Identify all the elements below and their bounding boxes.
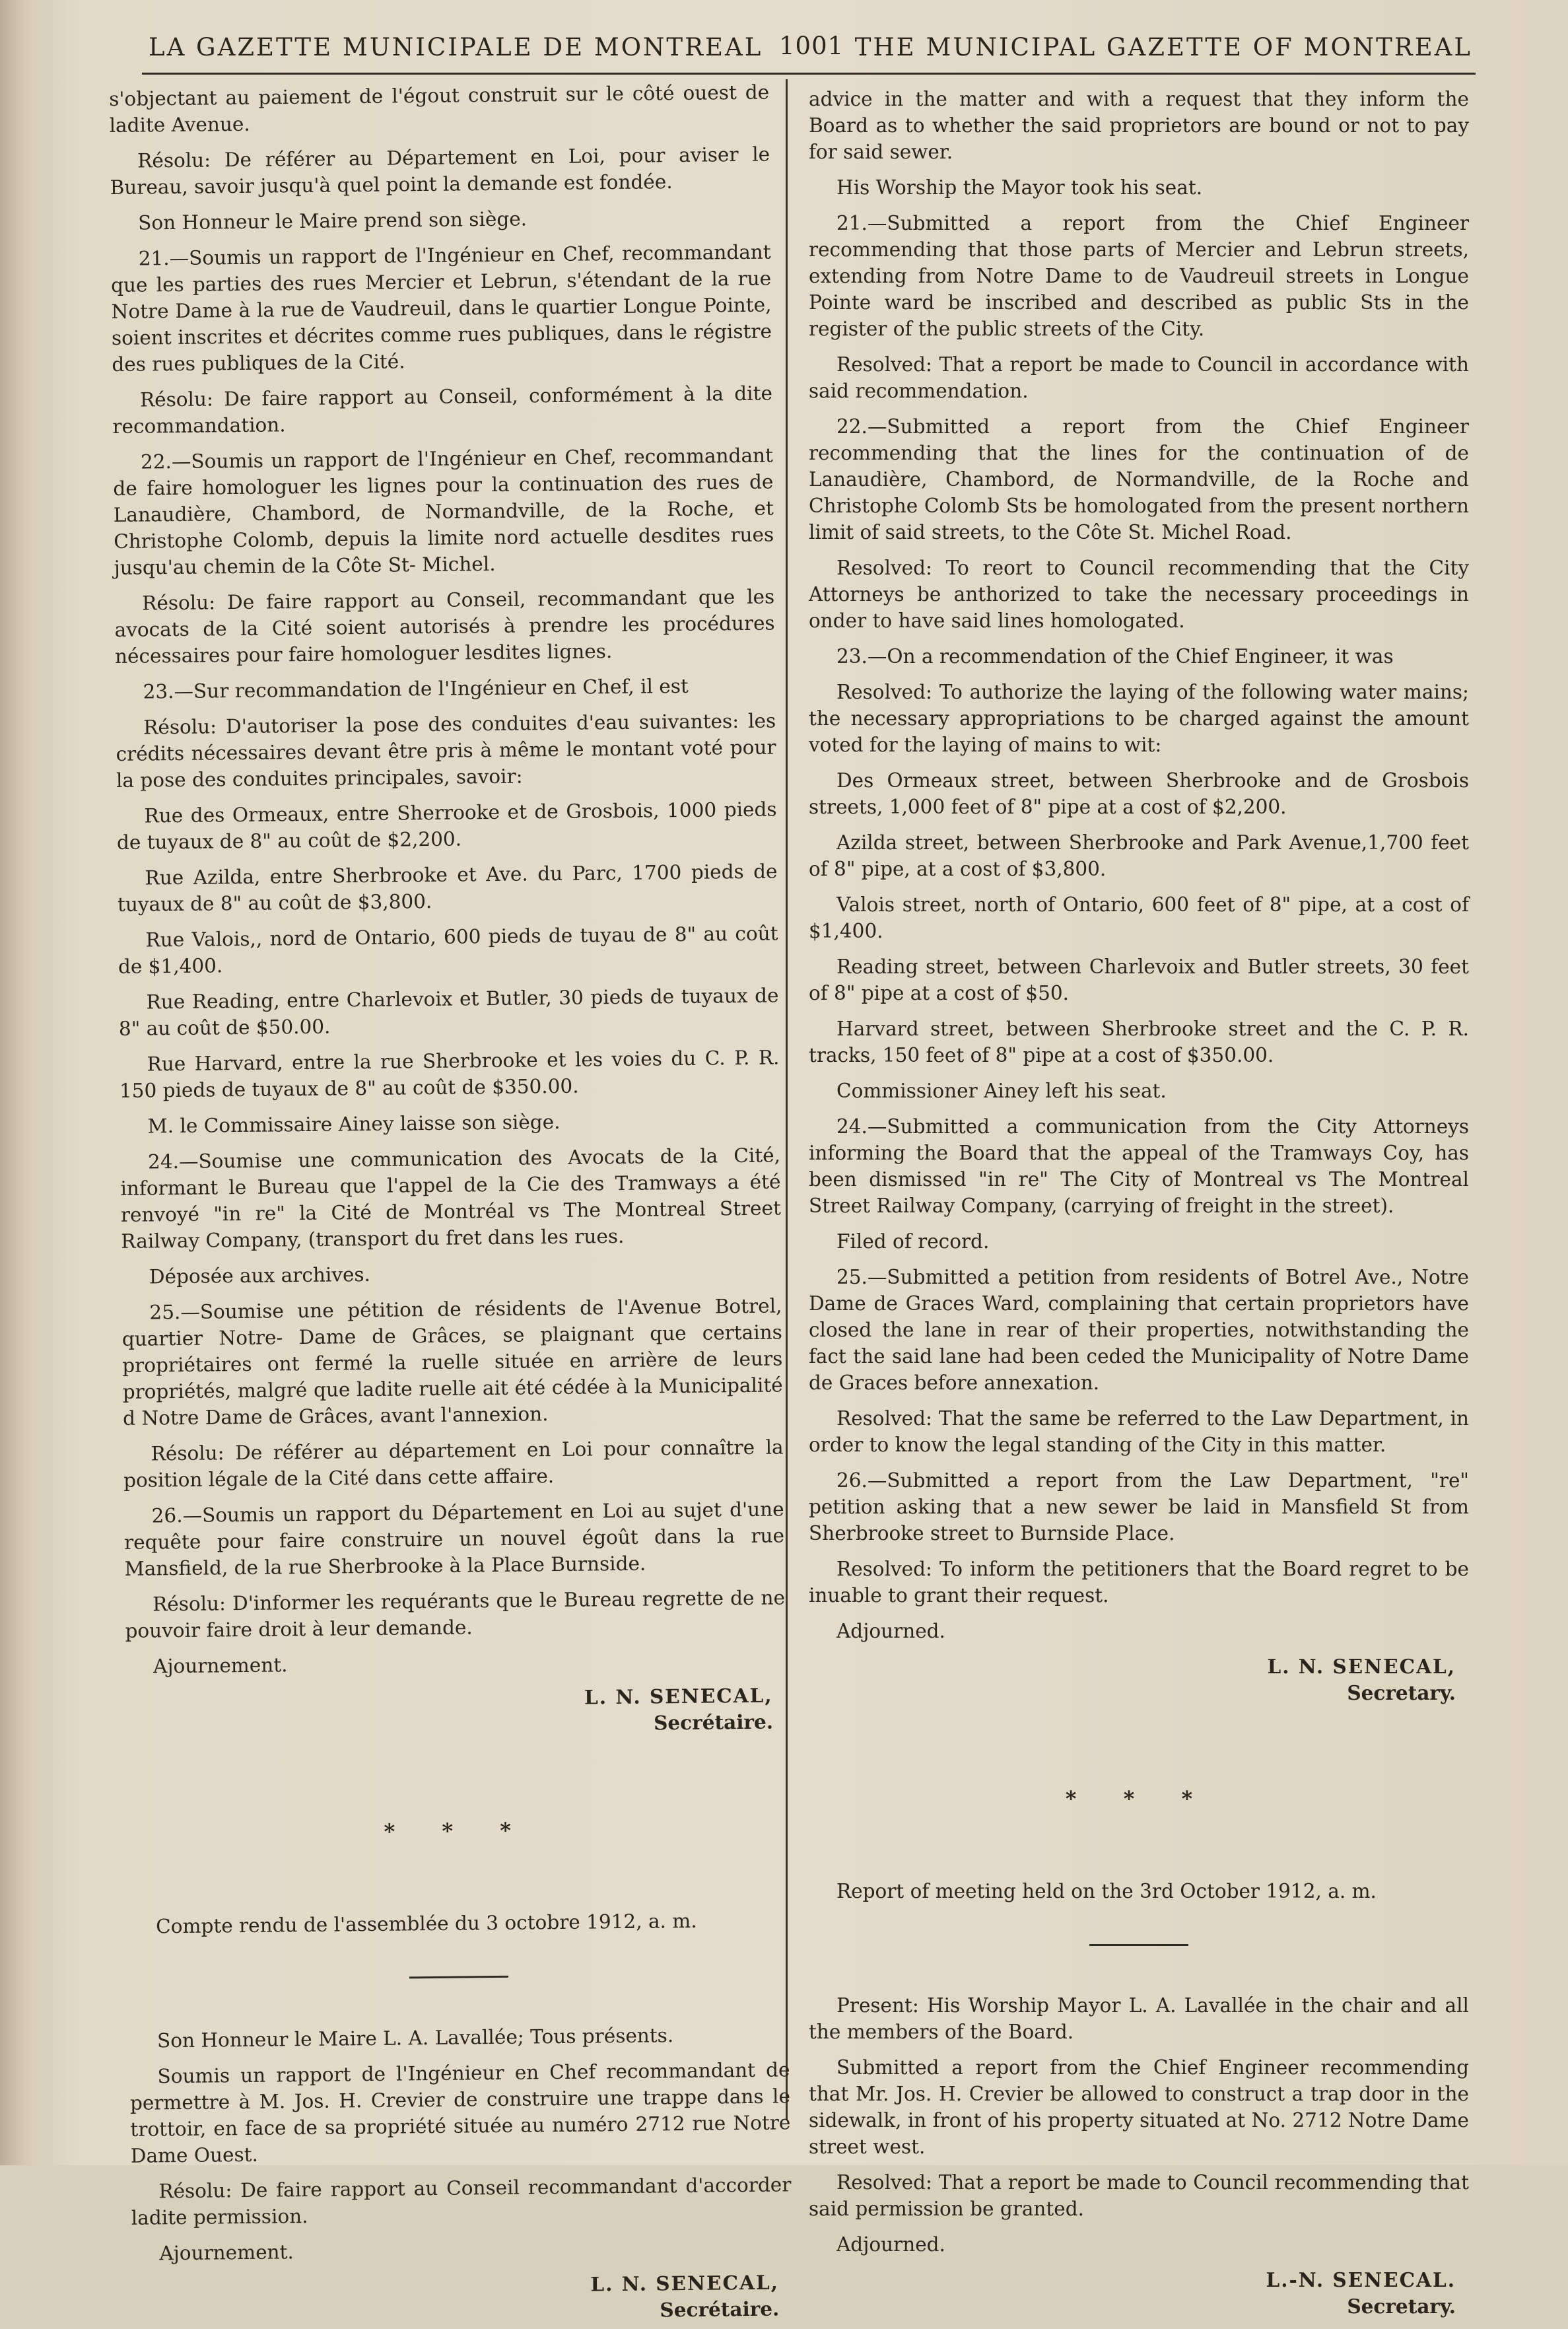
paragraph: 21.—Soumis un rapport de l'Ingénieur en Chef, recommandant que les parties des rues Mercier et Lebrun, s'étendant de la rue Notre Dame à la rue de Vaudreuil, dans le quartier Longue Pointe, soient inscrites et décrites comme rues publiques, dans le régistre des rues publiques de la Cité. [110,240,772,376]
signature-role: Secretary. [1347,2295,1456,2318]
paragraph: Resolved: To inform the petitioners that the Board regret to be inuable to grant their request. [809,1558,1469,1607]
paragraph: 25.—Submitted a petition from residents of Botrel Ave., Notre Dame de Graces Ward, complaining that certain proprietors have closed the lane in rear of their properties, notwithstanding the fact the said lane had been ceded the Municipality of Notre Dame de Graces before annexation. [809,1266,1469,1394]
paragraph: Present: His Worship Mayor L. A. Lavallée in the chair and all the members of the Board. [809,1994,1469,2043]
paragraph: 25.—Soumise une pétition de résidents de l'Avenue Botrel, quartier Notre- Dame de Grâces, se plaignant que certains propriétaires ont fermé la ruelle située en arrière de leurs propriétés, malgré que ladite ruelle ait été cédée à la Municipalité d Notre Dame de Grâces, avant l'annexion. [121,1294,783,1430]
page-number: 1001 [779,32,844,60]
paragraph: s'objectant au paiement de l'égout construit sur le côté ouest de ladite Avenue. [109,81,770,137]
french-column [109,79,793,2329]
signature-role: Secrétaire. [660,2297,780,2322]
paragraph: Rue Reading, entre Charlevoix et Butler, 30 pieds de tuyaux de 8" au coût de $50.00. [118,984,779,1040]
signature: L. N. SENECAL, [590,2270,780,2296]
paragraph: 22.—Submitted a report from the Chief Engineer recommending that the lines for the continuation of de Lanaudière, Chambord, de Normandville, de la Roche and Christophe Colomb Sts be homologated from the present northern limit of said streets, to the Côte St. Michel Road. [809,415,1469,543]
paragraph: Resolved: That a report be made to Council recommending that said permission be granted. [809,2171,1469,2220]
paragraph: His Worship the Mayor took his seat. [836,176,1203,199]
paragraph: Son Honneur le Maire L. A. Lavallée; Tous présents. [156,2024,674,2052]
paragraph: Résolu: De faire rapport au Conseil recommandant d'accorder ladite permission. [131,2173,792,2229]
section-separator: * * * [384,1817,531,1844]
paragraph: Harvard street, between Sherbrooke street and the C. P. R. tracks, 150 feet of 8" pipe at a cost of $350.00. [809,1018,1469,1066]
paragraph: Valois street, north of Ontario, 600 feet of 8" pipe, at a cost of $1,400. [809,893,1469,942]
paragraph: Résolu: D'autoriser la pose des conduites d'eau suivantes: les crédits nécessaires devant être pris à même le montant voté pour la pose des conduites principales, savoir: [116,709,776,792]
paragraph: Des Ormeaux street, between Sherbrooke and de Grosbois streets, 1,000 feet of 8" pipe at a cost of $2,200. [809,769,1469,818]
paragraph: Rue des Ormeaux, entre Sherrooke et de Grosbois, 1000 pieds de tuyaux de 8" au coût de $2,200. [116,798,777,854]
paragraph: advice in the matter and with a request that they inform the Board as to whether the said proprietors are bound or not to pay for said sewer. [809,88,1469,163]
signature-role: Secrétaire. [653,1710,774,1735]
paragraph: Commissioner Ainey left his seat. [836,1080,1167,1102]
paragraph: 24.—Soumise une communication des Avocats de la Cité, informant le Bureau que l'appel de la Cie des Tramways a été renvoyé "in re" la Cité de Montréal vs The Montreal Street Railway Company, (transport du fret dans les rues. [120,1144,782,1253]
header-english-title: THE MUNICIPAL GAZETTE OF MONTREAL [854,33,1472,61]
paragraph: Résolu: De référer au Département en Loi, pour aviser le Bureau, savoir jusqu'à quel point la demande est fondée. [110,143,770,199]
short-rule [409,1976,508,1979]
paragraph: 26.—Submitted a report from the Law Department, "re" petition asking that a new sewer be laid in Mansfield St from Sherbrooke street to Burnside Place. [809,1469,1469,1545]
signature: L. N. SENECAL, [1267,1655,1456,1678]
signature: L.-N. SENECAL. [1266,2268,1456,2291]
paragraph: 22.—Soumis un rapport de l'Ingénieur en Chef, recommandant de faire homologuer les lignes pour la continuation des rues de Lanaudière, Chambord, de Normandville, de la Roche, et Christophe Colomb, depuis la limite nord actuelle desdites rues jusqu'au chemin de la Côte St- Michel. [113,444,774,579]
paragraph: 23.—On a recommendation of the Chief Engineer, it was [836,645,1394,668]
signature-role: Secretary. [1347,1681,1456,1704]
paragraph: 23.—Sur recommandation de l'Ingénieur en Chef, il est [143,674,689,703]
paragraph: Adjourned. [836,1620,945,1642]
short-rule [1089,1944,1188,1946]
paragraph: Rue Harvard, entre la rue Sherbrooke et les voies du C. P. R. 150 pieds de tuyaux de 8" au coût de $350.00. [119,1046,780,1102]
paragraph: Soumis un rapport de l'Ingénieur en Chef recommandant de permettre à M. Jos. H. Crevier de construire une trappe dans le trottoir, en face de sa propriété située au numéro 2712 rue Notre Dame Ouest. [129,2058,791,2167]
paragraph: Resolved: To authorize the laying of the following water mains; the necessary appropriations to be charged against the amount voted for the laying of mains to wit: [809,681,1469,756]
paragraph: 24.—Submitted a communication from the City Attorneys informing the Board that the appeal of the Tramways Coy, has been dismissed "in re" The City of Montreal vs The Montreal Street Railway Company, (carrying of freight in the street). [809,1115,1469,1217]
section-separator: * * * [1065,1786,1213,1811]
paragraph: Son Honneur le Maire prend son siège. [137,207,528,234]
paragraph: Azilda street, between Sherbrooke and Park Avenue,1,700 feet of 8" pipe, at a cost of $3,800. [809,831,1469,880]
meeting-title: Compte rendu de l'assemblée du 3 octobre 1912, a. m. [156,1909,697,1938]
paragraph: Déposée aux archives. [149,1263,371,1288]
paragraph: M. le Commissaire Ainey laisse son siège. [147,1110,561,1138]
paragraph: Résolu: D'informer les requérants que le Bureau regrette de ne pouvoir faire droit à leur demande. [125,1586,786,1642]
paragraph: Reading street, between Charlevoix and Butler streets, 30 feet of 8" pipe at a cost of $50. [809,956,1469,1004]
paragraph: Resolved: That the same be referred to the Law Department, in order to know the legal standing of the City in this matter. [809,1407,1469,1456]
paragraph: Rue Azilda, entre Sherbrooke et Ave. du Parc, 1700 pieds de tuyaux de 8" au coût de $3,800. [117,860,778,916]
paragraph: 21.—Submitted a report from the Chief Engineer recommending that those parts of Mercier and Lebrun streets, extending from Notre Dame to de Vaudreuil streets in Longue Pointe ward be inscribed and described as public Sts in the register of the public streets of the City. [809,212,1469,340]
english-column [809,86,1469,2320]
paragraph: Résolu: De référer au département en Loi pour connaître la position légale de la Cité dans cette affaire. [123,1436,784,1492]
paragraph: 26.—Soumis un rapport du Département en Loi au sujet d'une requête pour faire construire un nouvel égoût dans la rue Mansfield, de la rue Sherbrooke à la Place Burnside. [123,1498,785,1580]
paragraph: Resolved: That a report be made to Council in accordance with said recommendation. [809,353,1469,402]
paragraph: Ajournement. [159,2241,294,2265]
header-french-title: LA GAZETTE MUNICIPALE DE MONTREAL [149,33,763,61]
paragraph: Resolved: To reort to Council recommending that the City Attorneys be anthorized to take the necessary proceedings in onder to have said lines homologated. [809,557,1469,632]
paragraph: Rue Valois,, nord de Ontario, 600 pieds de tuyau de 8" au coût de $1,400. [118,922,778,978]
page-header [142,26,1476,75]
paragraph: Ajournement. [153,1653,288,1678]
signature: L. N. SENECAL, [584,1683,773,1709]
meeting-title: Report of meeting held on the 3rd October 1912, a. m. [836,1880,1377,1902]
paragraph: Adjourned. [836,2233,945,2256]
paragraph: Submitted a report from the Chief Engineer recommending that Mr. Jos. H. Crevier be allowed to construct a trap door in the sidewalk, in front of his property situated at No. 2712 Notre Dame street west. [809,2056,1469,2158]
paragraph: Filed of record. [836,1230,990,1253]
paragraph: Résolu: De faire rapport au Conseil, conformément à la dite recommandation. [112,382,773,438]
paragraph: Résolu: De faire rapport au Conseil, recommandant que les avocats de la Cité soient autorisés à prendre les procédures nécessaires pour faire homologuer lesdites lignes. [114,585,775,668]
